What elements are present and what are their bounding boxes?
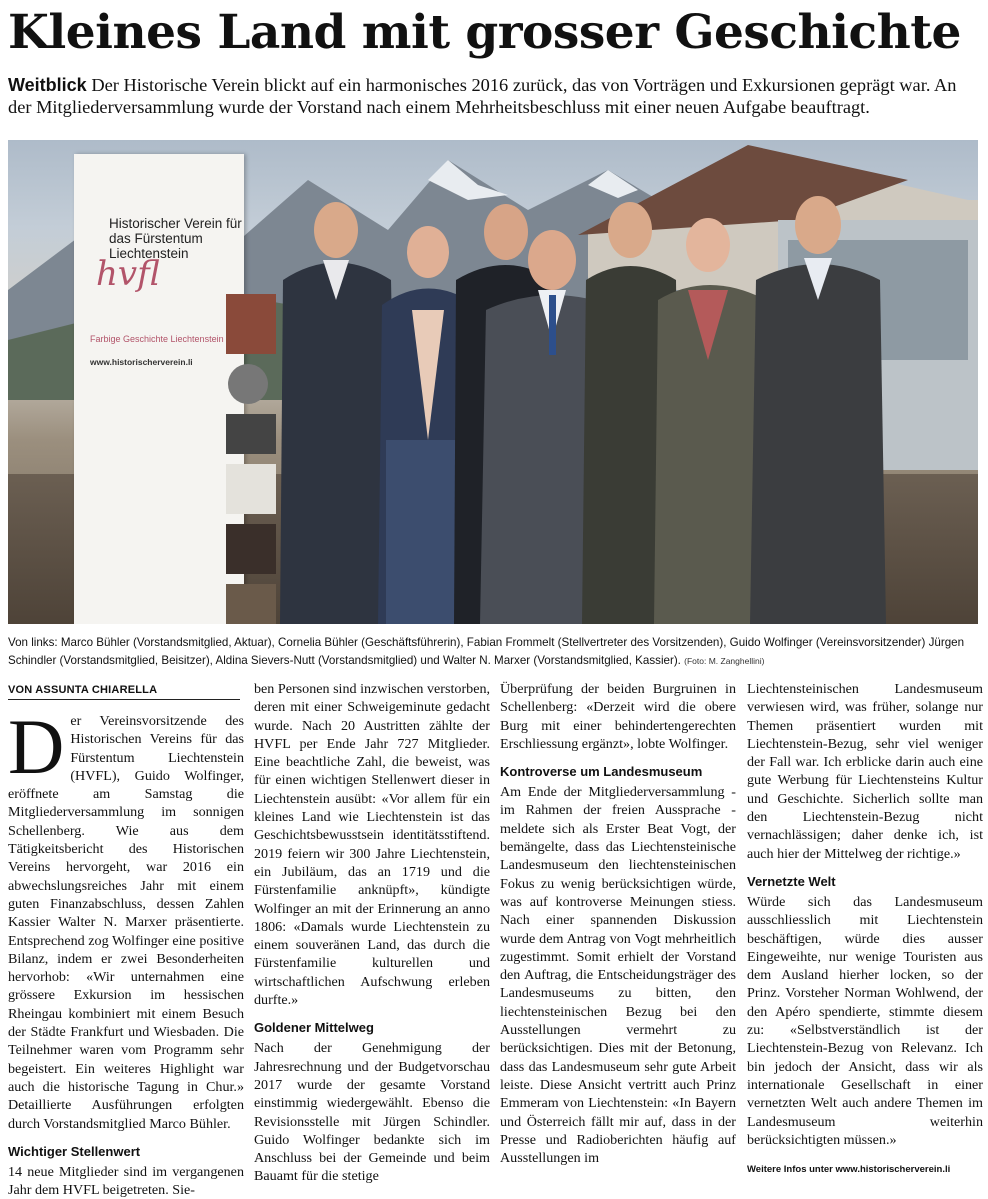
paragraph: er Vereinsvorsitzende des Historischen Vereins für das Fürstentum Liechtenstein (HVFL), Guido Wolfinger, eröffnete am Samstag die Mitgliederversammlung im sonnigen Schellenberg. Wie aus dem Tätigkeitsbericht des Historischen Vereins hervorgeht, war 2016 ein abwechslungsreiches Jahr mit einem guten Finanzabschluss, dessen Zahlen Kassier Walter N. Marxer präsentierte. Entsprechend zog Wolfinger eine positive Bilanz, indem er zwei Besonderheiten hervorhob: «Wir unternahmen eine grössere Exkursion im hessischen Rheingau kombiniert mit einem Besuch der Städte Frankfurt und Wiesbaden. Die Teilnehmer waren vom Programm sehr begeistert. Ein weiteres Highlight war auch die historische Tagung in Chur.» Detaillierte Ausführungen erfolgten durch Vorstandsmitglied Marco Bühler. xyxy=(8,713,244,1132)
group-photo xyxy=(8,140,978,624)
subheading: Goldener Mittelweg xyxy=(254,1020,374,1036)
more-info-link[interactable]: Weitere Infos unter www.historischerverein.li xyxy=(747,1164,951,1176)
subheading: Kontroverse um Landesmuseum xyxy=(500,764,703,780)
column-1 xyxy=(8,703,244,1199)
paragraph: ben Personen sind inzwischen verstorben, deren mit einer Schweigeminute gedacht wurde. Nach 20 Austritten zählte der HVFL per Ende Jahr 727 Mitglieder. Eine beachtliche Zahl, die beweist, was für einen wichtigen Stellenwert dieser in Liechtenstein ausübt: «Vor allem für ein kleines Land wie Liechtenstein ist das Geschichtsbewusstsein identitätsstiftend. 2019 feiern wir 300 Jahre Liechtenstein, ein Jubiläum, das an 1719 und die Fürstenfamilie anknüpft», kündigte Wolfinger an mit der Erinnerung an anno 1806: «Damals wurde Liechtenstein zu einem souveränen Land, das durch die Fürstenfamilie kulturellen und wirtschaftlichen Aufschwung erleben durfte.» xyxy=(254,681,491,1009)
lead-text: Der Historische Verein blickt auf ein harmonisches 2016 zurück, das von Vorträgen und Exkursionen geprägt war. An der Mitgliederversammlung wurde der Vorstand nach einem Mehrheitsbeschluss mit einer neuen Aufgabe beauftragt. xyxy=(8,75,957,117)
paragraph: Am Ende der Mitgliederversammlung - im Rahmen der freien Aussprache - meldete sich als Erster Beat Vogt, der bemängelte, dass das Liechtensteinische Landesmuseum den liechtensteinischen Fokus zu wenig berücksichtigen würde, was auf kontroverse Meinungen stiess. Nach einer spannenden Diskussion wurde dem Antrag von Vogt mehrheitlich zugestimmt. Somit erhielt der Vorstand den Auftrag, die Entscheidungsträger des Landesmuseums zu bitten, den liechtensteinischen Bezug bei den Ausstellungen vermehrt zu berücksichtigen. Dies mit der Betonung, dass das Landesmuseum sehr gute Arbeit leiste. Diese Ansicht vertritt auch Prinz Emmeram von Liechtenstein: «In Bayern und Österreich fällt mir auf, dass in der Presse und Radioberichten häufig auf Ausstellungen im xyxy=(500,784,736,1167)
lead-paragraph xyxy=(8,74,983,118)
photo-credit: (Foto: M. Zanghellini) xyxy=(684,656,765,666)
byline: VON ASSUNTA CHIARELLA xyxy=(8,684,240,700)
column-3 xyxy=(500,680,736,1167)
banner-tagline: Farbige Geschichte Liechtenstein xyxy=(90,334,224,344)
people-group xyxy=(8,140,978,624)
caption-text: Von links: Marco Bühler (Vorstandsmitglied, Aktuar), Cornelia Bühler (Geschäftsführerin), Fabian Frommelt (Stellvertreter des Vorsitzenden), Guido Wolfinger (Vereinsvorsitzender) Jürgen Schindler (Vorstandsmitglied, Beisitzer), Aldina Sievers-Nutt (Vorstandsmitglied) und Walter N. Marxer (Vorstandsmitglied, Kassier). xyxy=(8,636,965,667)
subheading: Vernetzte Welt xyxy=(747,873,836,889)
paragraph: Überprüfung der beiden Burgruinen in Schellenberg: «Derzeit wird die obere Burg mit einer behindertengerechten Erschliessung ergänzt», lobte Wolfinger. xyxy=(500,681,736,752)
headline: Kleines Land mit grosser Geschichte xyxy=(8,5,961,60)
banner-title: Historischer Verein für das Fürstentum Liechtenstein xyxy=(109,216,242,261)
person-7 xyxy=(750,196,886,624)
banner-url: www.historischerverein.li xyxy=(90,357,193,367)
column-2 xyxy=(254,680,490,1186)
column-4 xyxy=(747,680,983,1179)
paragraph: Würde sich das Landesmuseum ausschliesslich mit Liechtenstein beschäftigen, würde dies ausser Eingeweihte, nur wenige Touristen aus dem Ausland hierher locken, so der Prinz. Vorsteher Norman Wohlwend, der den Apéro spendierte, stimmte diesem zu: «Selbstverständlich ist der Liechtenstein-Bezug von Relevanz. Ich bin jedoch der Ansicht, dass wir als internationale Gesellschaft in einer vernetzten Welt auch andere Themen im Landesmuseum weiterhin berücksichtigten müssen.» xyxy=(747,893,983,1148)
photo-caption xyxy=(8,634,983,670)
subheading: Wichtiger Stellenwert xyxy=(8,1143,141,1159)
drop-cap: D xyxy=(8,703,65,790)
paragraph: Liechtensteinischen Landesmuseum verwiesen wird, was früher, solange nur Themen präsentiert wurden mit Liechtenstein-Bezug, sehr viel weniger der Fall war. Ich erblicke darin auch eine gute Werbung für Liechtensteins Kultur und Geschichte. Sicherlich sollte man den Liechtenstein-Bezug nicht vernachlässigen; daher denke ich, ist auch hier der Mittelweg der richtige.» xyxy=(747,681,983,862)
paragraph: 14 neue Mitglieder sind im vergangenen Jahr dem HVFL beigetreten. Sie- xyxy=(8,1163,244,1199)
paragraph: Nach der Genehmigung der Jahresrechnung und der Budgetvorschau 2017 wurde der gesamte Vorstand einstimmig wiedergewählt. Ebenso die Revisionsstelle mit Jürgen Schindler. Guido Wolfinger bedankte sich im Anschluss bei der Gemeinde und beim Bauamt für die stetige xyxy=(254,1040,490,1185)
lead-kicker: Weitblick xyxy=(8,75,87,95)
hvfl-logo: hvfl xyxy=(96,254,160,294)
